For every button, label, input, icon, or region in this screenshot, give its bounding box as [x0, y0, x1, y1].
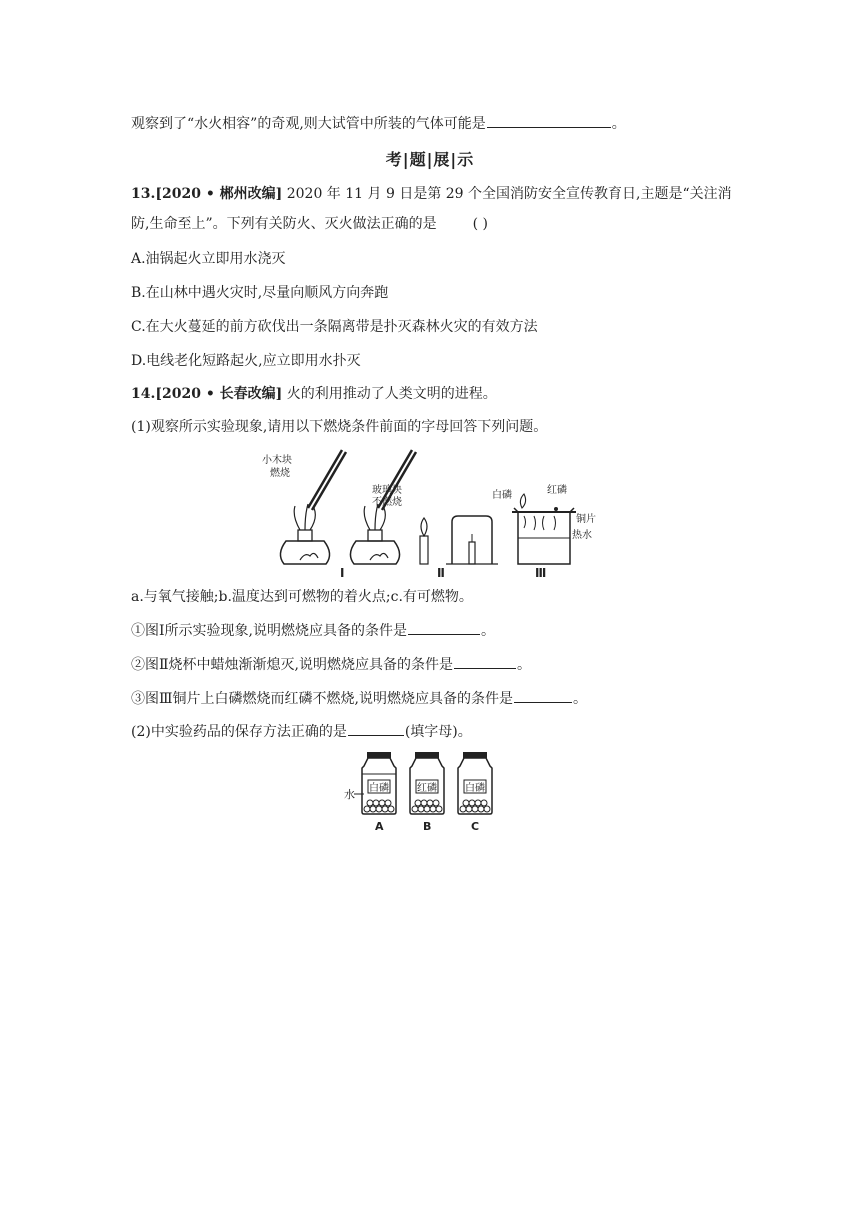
bottle-a-label: 白磷 — [369, 783, 389, 794]
caption-fig-2: Ⅱ — [437, 566, 445, 580]
reagent-bottles-figure — [342, 750, 512, 834]
q14-stem-line — [131, 385, 497, 403]
q14-sub3-end: 。 — [572, 691, 587, 707]
q12-text: 观察到了“水火相容”的奇观,则大试管中所装的气体可能是 — [131, 116, 486, 132]
label-hot-water: 热水 — [572, 530, 592, 541]
q14-conditions: a.与氧气接触;b.温度达到可燃物的着火点;c.有可燃物。 — [131, 589, 473, 605]
q14-part2-line — [131, 722, 472, 741]
q14-sub2-blank[interactable] — [454, 655, 516, 669]
q13-stem-line1 — [131, 185, 732, 203]
q14-sub3-blank[interactable] — [514, 689, 572, 703]
q14-sub1-line — [131, 621, 495, 640]
candle-icon — [420, 518, 428, 564]
q13-stem2: 防,生命至上”。下列有关防火、灭火做法正确的是 — [131, 216, 437, 232]
bottle-a-letter: A — [375, 820, 384, 833]
bottle-b-label: 红磷 — [417, 783, 437, 794]
label-glass-2: 不燃烧 — [372, 497, 402, 508]
q13-stem1: 2020 年 11 月 9 日是第 29 个全国消防安全宣传教育日,主题是“关注消 — [282, 186, 732, 202]
caption-fig-3: Ⅲ — [535, 566, 547, 580]
q13-option-c: C.在大火蔓延的前方砍伐出一条隔离带是扑灭森林火灾的有效方法 — [131, 319, 538, 335]
bottle-c-letter: C — [471, 820, 480, 833]
q14-part2: (2)中实验药品的保存方法正确的是 — [131, 724, 347, 740]
q14-sub3-line — [131, 689, 587, 708]
q14-stem: 火的利用推动了人类文明的进程。 — [282, 386, 497, 402]
combustion-experiment-figure — [262, 446, 602, 580]
label-wood-2: 燃烧 — [270, 468, 290, 479]
q14-sub1-end: 。 — [480, 623, 495, 639]
inverted-beaker-icon — [446, 516, 498, 564]
q14-sub2: ②图Ⅱ烧杯中蜡烛渐渐熄灭,说明燃烧应具备的条件是 — [131, 657, 453, 673]
q14-source: 14.[2020 • 长春改编] — [131, 386, 283, 402]
q12-end: 。 — [611, 116, 626, 132]
q13-answer-paren[interactable]: ( ) — [472, 216, 488, 232]
q13-source: 13.[2020 • 郴州改编] — [131, 186, 283, 202]
q14-part2-tail: (填字母)。 — [404, 724, 472, 740]
alcohol-lamp-2-icon — [350, 504, 399, 564]
q12-line — [131, 114, 626, 133]
q13-stem-line2 — [131, 215, 488, 233]
q14-sub2-line — [131, 655, 531, 674]
q12-answer-blank[interactable] — [487, 114, 611, 128]
q14-part1: (1)观察所示实验现象,请用以下燃烧条件前面的字母回答下列问题。 — [131, 419, 548, 435]
label-red-phosphorus: 红磷 — [547, 485, 567, 496]
label-glass-1: 玻璃块 — [372, 485, 402, 496]
bottle-c-label: 白磷 — [465, 783, 485, 794]
caption-fig-1: Ⅰ — [340, 566, 345, 580]
q13-option-a: A.油锅起火立即用水浇灭 — [131, 251, 286, 267]
label-copper-sheet: 铜片 — [576, 514, 596, 525]
q13-option-b: B.在山林中遇火灾时,尽量向顺风方向奔跑 — [131, 285, 389, 301]
section-title: 考|题|展|示 — [385, 150, 475, 169]
beaker-copper-sheet-icon — [512, 494, 576, 564]
q14-sub1: ①图Ⅰ所示实验现象,说明燃烧应具备的条件是 — [131, 623, 407, 639]
q14-sub3: ③图Ⅲ铜片上白磷燃烧而红磷不燃烧,说明燃烧应具备的条件是 — [131, 691, 513, 707]
q14-sub2-end: 。 — [516, 657, 531, 673]
alcohol-lamp-1-icon — [280, 504, 329, 564]
label-water: 水 — [344, 788, 355, 801]
bottle-b-letter: B — [423, 820, 432, 833]
q13-option-d: D.电线老化短路起火,应立即用水扑灭 — [131, 353, 361, 369]
q14-sub1-blank[interactable] — [408, 621, 480, 635]
label-wood-1: 小木块 — [262, 455, 292, 466]
q14-part2-blank[interactable] — [348, 722, 404, 736]
label-white-phosphorus: 白磷 — [492, 490, 512, 501]
